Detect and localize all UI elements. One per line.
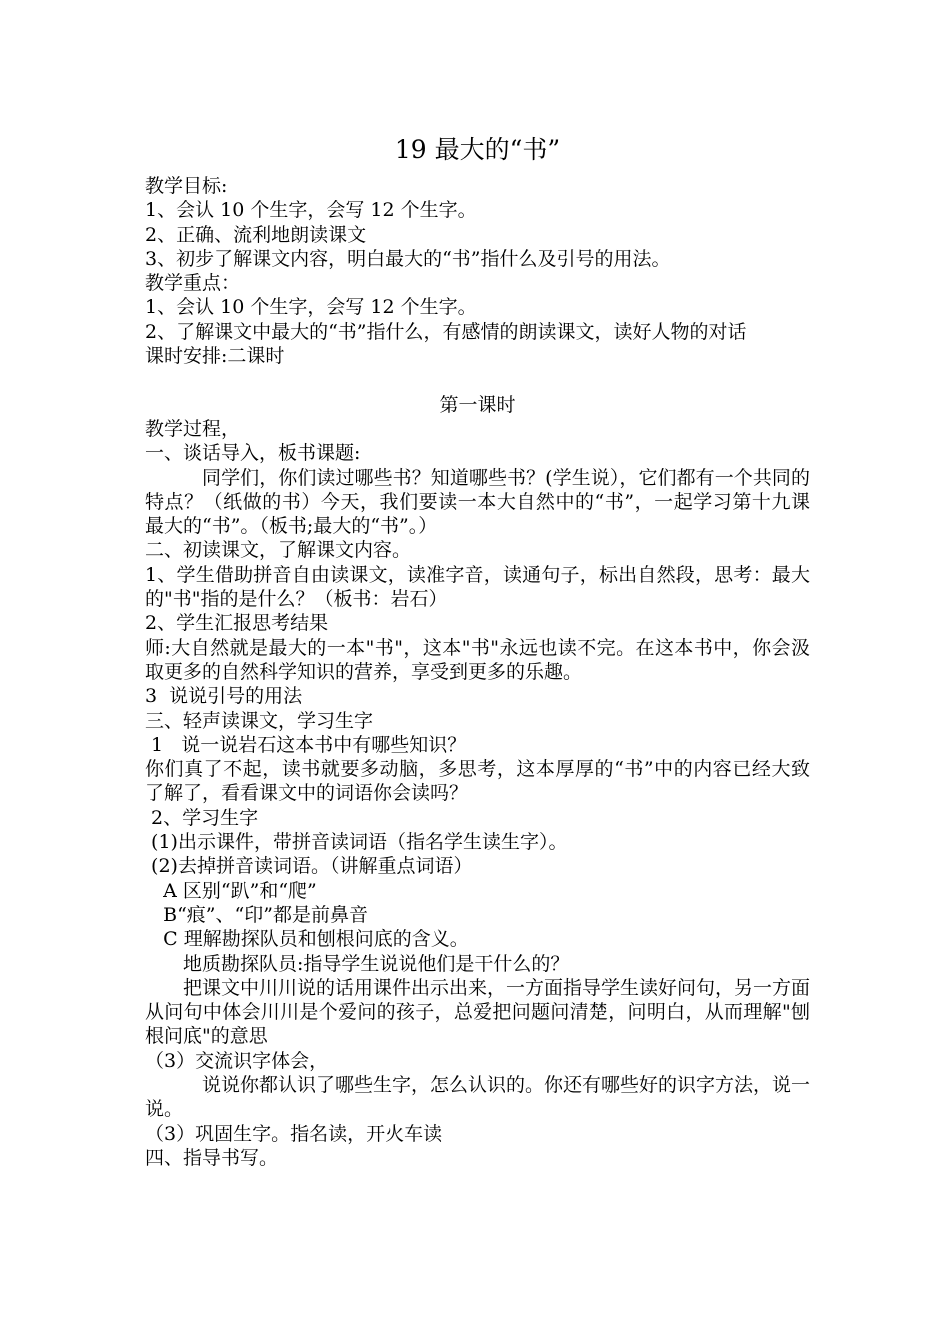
focus-2: 2、了解课文中最大的“书”指什么，有感情的朗读课文，读好人物的对话 <box>145 320 747 343</box>
part4-heading: 四、指导书写。 <box>145 1146 279 1169</box>
process-heading: 教学过程， <box>145 417 241 440</box>
part2-heading: 二、初读课文，了解课文内容。 <box>145 539 412 562</box>
focus-1: 1、会认 10 个生字，会写 12 个生字。 <box>145 296 477 319</box>
part2-item-3: 3 说说引号的用法 <box>145 685 303 708</box>
goal-heading: 教学目标: <box>145 175 228 197</box>
part3-item-2: 2、学习生字 <box>145 806 259 829</box>
part2-teacher-text: 师:大自然就是最大的一本"书"，这本"书"永远也读不完。在这本书中，你会汲取更多的自然科学知识的营养，享受到更多的乐趣。 <box>145 636 810 683</box>
part3-item-3-text: 说说你都认识了哪些生字，怎么认识的。你还有哪些好的识字方法，说一说。 <box>145 1073 811 1121</box>
document-page <box>145 132 810 1170</box>
part3-item-2-b-a: A 区别“趴”和“爬” <box>145 879 317 902</box>
part3-question-text: 把课文中川川说的话用课件出示出来，一方面指导学生读好问句，另一方面从问句中体会川川是个爱问的孩子，总爱把问题问清楚，问明白，从而理解"刨根问底"的意思 <box>145 976 811 1048</box>
document-title: 19 最大的“书” <box>394 135 561 164</box>
section-title: 第一课时 <box>439 393 516 416</box>
schedule: 课时安排:二课时 <box>145 345 285 368</box>
part3-item-2-b-c: C 理解勘探队员和刨根问底的含义。 <box>145 928 469 951</box>
part3-item-1: 1 说一说岩石这本书中有哪些知识？ <box>145 733 467 756</box>
part1-text: 同学们，你们读过哪些书？知道哪些书？(学生说），它们都有一个共同的特点？（纸做的书）今天，我们要读一本大自然中的“书”，一起学习第十九课最大的“书”。（板书;最大的“书”。） <box>145 466 810 538</box>
goal-2: 2、正确、流利地朗读课文 <box>145 223 367 246</box>
focus-heading: 教学重点： <box>145 272 241 295</box>
part1-heading: 一、谈话导入，板书课题: <box>145 442 361 465</box>
part3-geo-text: 地质勘探队员:指导学生说说他们是干什么的？ <box>183 952 570 975</box>
part2-item-1: 1、学生借助拼音自由读课文，读准字音，读通句子，标出自然段，思考：最大的"书"指的是什么？（板书：岩石） <box>145 563 810 611</box>
goal-3: 3、初步了解课文内容，明白最大的“书”指什么及引号的用法。 <box>145 247 671 270</box>
blank-line <box>145 368 810 392</box>
part3-item-2-b: (2)去掉拼音读词语。（讲解重点词语） <box>145 855 473 878</box>
goal-1: 1、会认 10 个生字，会写 12 个生字。 <box>145 199 477 222</box>
part3-item-3: （3）交流识字体会， <box>145 1049 329 1072</box>
part3-item-4: （3）巩固生字。指名读，开火车读 <box>145 1122 443 1145</box>
part3-item-2-a: (1)出示课件，带拼音读词语（指名学生读生字）。 <box>145 831 568 854</box>
part2-item-2: 2、学生汇报思考结果 <box>145 612 329 635</box>
part3-heading: 三、轻声读课文，学习生字 <box>145 709 374 732</box>
part3-item-1-text: 你们真了不起，读书就要多动脑，多思考，这本厚厚的“书”中的内容已经大致了解了，看看课文中的词语你会读吗？ <box>145 758 810 805</box>
part3-item-2-b-b: B“痕”、“印”都是前鼻音 <box>145 903 368 926</box>
